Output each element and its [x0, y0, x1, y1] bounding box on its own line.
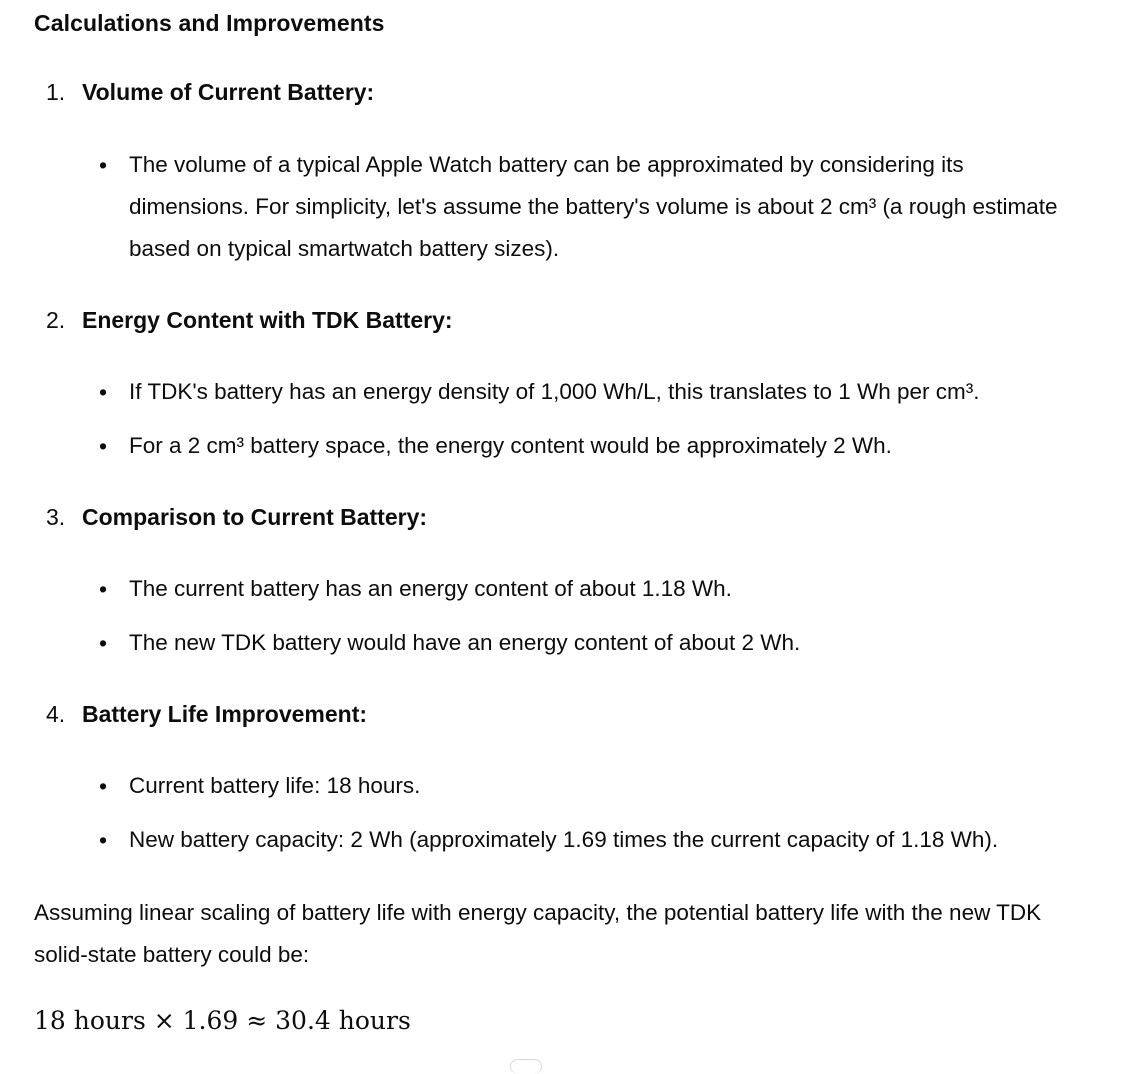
step-number: 4.: [46, 701, 66, 727]
bullet-icon: •: [99, 630, 108, 656]
step-title: Energy Content with TDK Battery:: [82, 307, 453, 333]
scroll-down-icon[interactable]: [510, 1059, 542, 1074]
bullet-text: The current battery has an energy content of about 1.18 Wh.: [129, 576, 732, 601]
bullet-text: New battery capacity: 2 Wh (approximately 1.69 times the current capacity of 1.18 Wh).: [129, 827, 999, 852]
step-number: 2.: [46, 307, 66, 333]
bullet-icon: •: [99, 152, 108, 178]
bullet-icon: •: [99, 827, 108, 853]
section-heading: Calculations and Improvements: [34, 10, 385, 36]
step-title: Battery Life Improvement:: [82, 701, 368, 727]
bullet-text: The new TDK battery would have an energy content of about 2 Wh.: [129, 630, 801, 655]
bullet-text: The volume of a typical Apple Watch battery can be approximated by considering its dimensions. For simplicity, let's assume the battery's volume is about 2 cm³ (a rough estimate based on typical smartwatch battery sizes).: [129, 152, 1058, 261]
bullet-icon: •: [99, 433, 108, 459]
bullet-text: For a 2 cm³ battery space, the energy content would be approximately 2 Wh.: [129, 433, 892, 458]
bullet-text: Current battery life: 18 hours.: [129, 773, 421, 798]
bullet-text: If TDK's battery has an energy density of 1,000 Wh/L, this translates to 1 Wh per cm³.: [129, 379, 980, 404]
bullet-icon: •: [99, 379, 108, 405]
conclusion-paragraph: Assuming linear scaling of battery life with energy capacity, the potential battery life with the new TDK solid-state battery could be:: [34, 900, 1042, 967]
bullet-icon: •: [99, 773, 108, 799]
step-number: 3.: [46, 504, 66, 530]
math-formula: 18 hours × 1.69 ≈ 30.4 hours: [34, 1006, 411, 1035]
step-title: Volume of Current Battery:: [82, 79, 375, 105]
step-title: Comparison to Current Battery:: [82, 504, 428, 530]
step-number: 1.: [46, 79, 66, 105]
bullet-icon: •: [99, 576, 108, 602]
